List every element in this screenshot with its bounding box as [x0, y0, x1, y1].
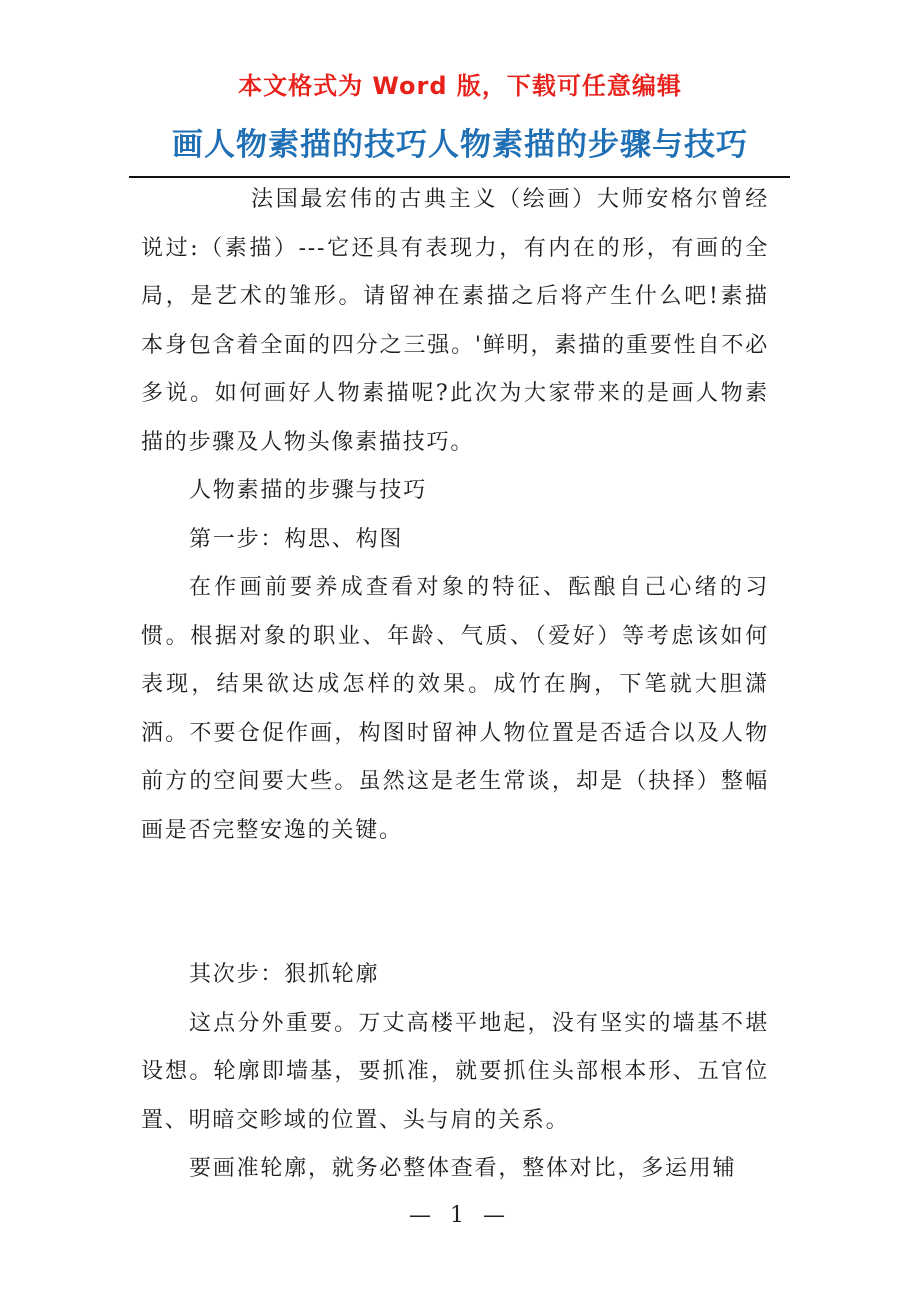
section-heading: 人物素描的步骤与技巧 [189, 478, 428, 503]
step-one-heading: 第一步：构思、构图 [189, 526, 404, 552]
document-body [141, 176, 769, 1194]
step-two-paragraph: 这点分外重要。万丈高楼平地起，没有坚实的墙基不堪设想。轮廓即墙基，要抓准，就要抓住头部根本形、五官位置、明暗交畛域的位置、头与肩的关系。 [141, 1010, 769, 1133]
paragraph-spacer [141, 855, 769, 951]
outline-paragraph: 要画准轮廓，就务必整体查看，整体对比，多运用辅 [189, 1156, 737, 1181]
step-one-paragraph: 在作画前要养成查看对象的特征、酝酿自己心绪的习惯。根据对象的职业、年龄、气质、（爱好）等考虑该如何表现，结果欲达成怎样的效果。成竹在胸，下笔就大胆潇洒。不要仓促作画，构图时留神人物位置是否适合以及人物前方的空间要大些。虽然这是老生常谈，却是（抉择）整幅画是否完整安逸的关键。 [141, 575, 769, 843]
intro-paragraph: 法国最宏伟的古典主义（绘画）大师安格尔曾经说过:（素描）---它还具有表现力，有内在的形，有画的全局，是艺术的雏形。请留神在素描之后将产生什么吧!素描本身包含着全面的四分之三强。'鲜明，素描的重要性自不必多说。如何画好人物素描呢?此次为大家带来的是画人物素描的步骤及人物头像素描技巧。 [141, 187, 769, 455]
format-banner: 本文格式为 Word 版，下载可任意编辑 [238, 72, 682, 100]
document-title: 画人物素描的技巧人物素描的步骤与技巧 [172, 127, 748, 163]
page-number: — 1 — [409, 1203, 511, 1228]
step-two-heading: 其次步：狠抓轮廓 [189, 962, 380, 987]
